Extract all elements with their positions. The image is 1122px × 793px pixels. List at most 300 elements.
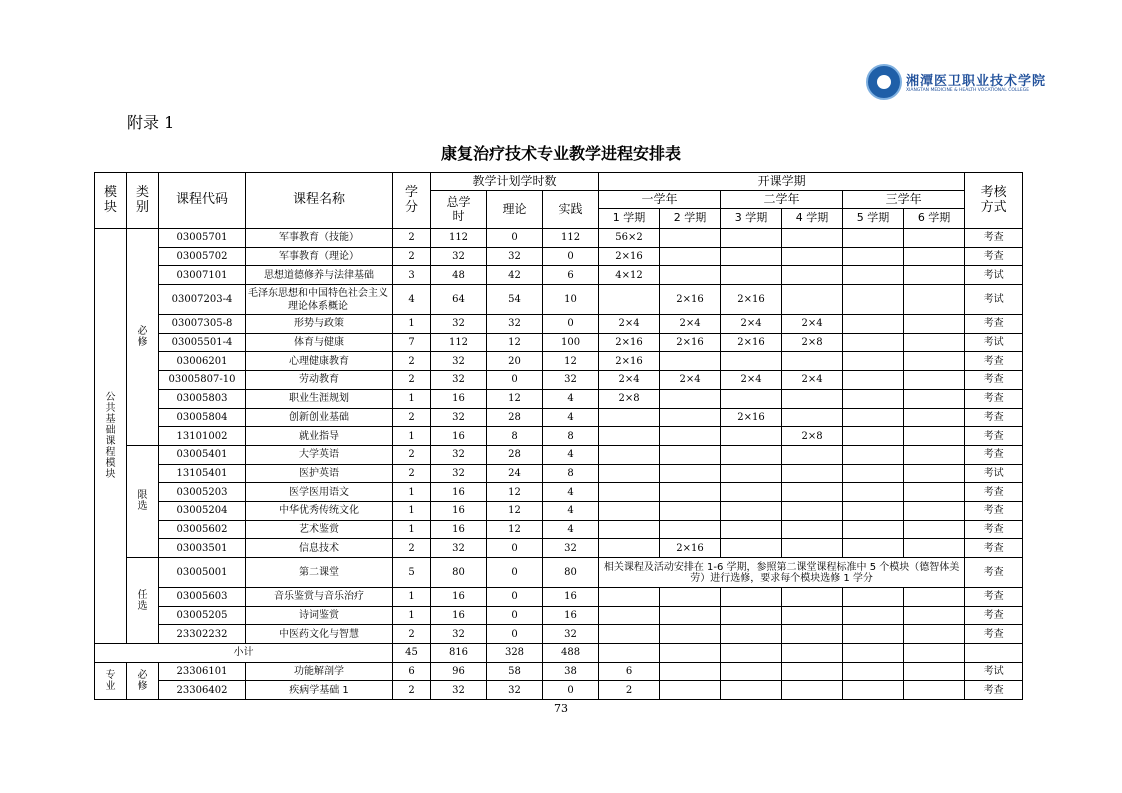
course-code: 03007101 — [159, 266, 246, 285]
course-credit: 1 — [393, 501, 431, 520]
semester-2-hours — [660, 662, 721, 681]
course-code: 03005702 — [159, 247, 246, 266]
course-total-hours: 32 — [431, 315, 487, 334]
header-term-1: 1 学期 — [599, 209, 660, 229]
semester-1-hours: 4×12 — [599, 266, 660, 285]
semester-3-hours — [721, 625, 782, 644]
semester-5-hours — [843, 520, 904, 539]
semester-3-hours — [721, 266, 782, 285]
semester-4-hours — [782, 681, 843, 700]
course-name: 军事教育（技能） — [246, 229, 393, 248]
header-term-2: 2 学期 — [660, 209, 721, 229]
course-theory-hours: 54 — [487, 285, 543, 315]
course-exam-method: 考查 — [965, 371, 1023, 390]
table-row — [95, 520, 1023, 539]
semester-3-hours — [721, 389, 782, 408]
course-practice-hours: 0 — [543, 247, 599, 266]
semester-3-hours: 2×4 — [721, 315, 782, 334]
course-total-hours: 32 — [431, 625, 487, 644]
semester-1-hours — [599, 625, 660, 644]
semester-2-hours — [660, 247, 721, 266]
course-credit: 1 — [393, 389, 431, 408]
subtotal-empty-cell — [965, 644, 1023, 663]
semester-2-hours — [660, 625, 721, 644]
course-exam-method: 考查 — [965, 427, 1023, 446]
course-theory-hours: 24 — [487, 464, 543, 483]
table-row — [95, 352, 1023, 371]
course-exam-method: 考试 — [965, 662, 1023, 681]
course-code: 03005603 — [159, 588, 246, 607]
course-name: 职业生涯规划 — [246, 389, 393, 408]
semester-4-hours — [782, 588, 843, 607]
semester-5-hours — [843, 445, 904, 464]
semester-2-hours: 2×16 — [660, 539, 721, 558]
semester-2-hours — [660, 606, 721, 625]
course-total-hours: 16 — [431, 588, 487, 607]
page-number: 73 — [554, 702, 568, 715]
course-exam-method: 考试 — [965, 464, 1023, 483]
semester-4-hours: 2×4 — [782, 371, 843, 390]
semester-5-hours — [843, 681, 904, 700]
header-term-3: 3 学期 — [721, 209, 782, 229]
course-practice-hours: 32 — [543, 625, 599, 644]
course-practice-hours: 38 — [543, 662, 599, 681]
course-theory-hours: 12 — [487, 483, 543, 502]
semester-6-hours — [904, 539, 965, 558]
semester-4-hours — [782, 520, 843, 539]
semester-4-hours — [782, 464, 843, 483]
course-theory-hours: 32 — [487, 315, 543, 334]
header-total-hours: 总学 时 — [431, 191, 487, 229]
course-credit: 5 — [393, 558, 431, 588]
course-name: 大学英语 — [246, 445, 393, 464]
header-category: 类 别 — [127, 173, 159, 229]
header-exam-method: 考核 方式 — [965, 173, 1023, 229]
course-credit: 2 — [393, 352, 431, 371]
semester-5-hours — [843, 662, 904, 681]
table-row — [95, 681, 1023, 700]
semester-6-hours — [904, 352, 965, 371]
course-exam-method: 考查 — [965, 558, 1023, 588]
course-practice-hours: 16 — [543, 588, 599, 607]
course-total-hours: 112 — [431, 229, 487, 248]
header-year-1: 一学年 — [599, 191, 721, 209]
course-theory-hours: 32 — [487, 681, 543, 700]
course-practice-hours: 0 — [543, 681, 599, 700]
course-exam-method: 考查 — [965, 483, 1023, 502]
semester-1-hours — [599, 483, 660, 502]
course-theory-hours: 28 — [487, 445, 543, 464]
course-name: 第二课堂 — [246, 558, 393, 588]
semester-5-hours — [843, 588, 904, 607]
course-credit: 1 — [393, 520, 431, 539]
semester-1-hours — [599, 501, 660, 520]
semester-1-hours — [599, 408, 660, 427]
subtotal-empty-cell — [721, 644, 782, 663]
semester-3-hours — [721, 588, 782, 607]
course-theory-hours: 42 — [487, 266, 543, 285]
semester-3-hours — [721, 352, 782, 371]
table-row — [95, 266, 1023, 285]
course-name: 劳动教育 — [246, 371, 393, 390]
course-exam-method: 考试 — [965, 266, 1023, 285]
course-credit: 7 — [393, 333, 431, 352]
header-credit: 学 分 — [393, 173, 431, 229]
course-theory-hours: 58 — [487, 662, 543, 681]
category-professional-required: 必 修 — [127, 662, 159, 699]
course-practice-hours: 100 — [543, 333, 599, 352]
header-year-2: 二学年 — [721, 191, 843, 209]
semester-1-hours — [599, 464, 660, 483]
course-practice-hours: 8 — [543, 427, 599, 446]
semester-4-hours: 2×8 — [782, 427, 843, 446]
course-total-hours: 32 — [431, 445, 487, 464]
course-credit: 2 — [393, 539, 431, 558]
course-credit: 2 — [393, 681, 431, 700]
semester-6-hours — [904, 333, 965, 352]
semester-3-hours: 2×4 — [721, 371, 782, 390]
semester-5-hours — [843, 285, 904, 315]
semester-4-hours — [782, 285, 843, 315]
header-course-code: 课程代码 — [159, 173, 246, 229]
course-credit: 3 — [393, 266, 431, 285]
course-practice-hours: 4 — [543, 389, 599, 408]
course-total-hours: 16 — [431, 483, 487, 502]
semester-1-hours — [599, 427, 660, 446]
course-name: 军事教育（理论） — [246, 247, 393, 266]
semester-6-hours — [904, 427, 965, 446]
course-theory-hours: 0 — [487, 588, 543, 607]
course-practice-hours: 4 — [543, 483, 599, 502]
table-row — [95, 662, 1023, 681]
course-practice-hours: 4 — [543, 520, 599, 539]
course-exam-method: 考查 — [965, 539, 1023, 558]
semester-4-hours: 2×8 — [782, 333, 843, 352]
course-total-hours: 48 — [431, 266, 487, 285]
course-theory-hours: 8 — [487, 427, 543, 446]
course-exam-method: 考查 — [965, 352, 1023, 371]
semester-6-hours — [904, 315, 965, 334]
course-total-hours: 16 — [431, 520, 487, 539]
course-code: 03005203 — [159, 483, 246, 502]
header-term-6: 6 学期 — [904, 209, 965, 229]
course-theory-hours: 0 — [487, 625, 543, 644]
course-code: 13105401 — [159, 464, 246, 483]
course-code: 03005205 — [159, 606, 246, 625]
course-credit: 2 — [393, 371, 431, 390]
semester-4-hours — [782, 445, 843, 464]
semester-2-hours — [660, 389, 721, 408]
semester-3-hours — [721, 606, 782, 625]
schedule-table — [94, 172, 1023, 700]
header-semester-group: 开课学期 — [599, 173, 965, 191]
semester-1-hours — [599, 606, 660, 625]
semester-4-hours — [782, 625, 843, 644]
table-row — [95, 389, 1023, 408]
semester-1-hours: 2×4 — [599, 315, 660, 334]
table-row — [95, 464, 1023, 483]
subtotal-empty-cell — [904, 644, 965, 663]
semester-5-hours — [843, 408, 904, 427]
semester-5-hours — [843, 606, 904, 625]
course-credit: 2 — [393, 464, 431, 483]
subtotal-label: 小计 — [95, 644, 393, 663]
semester-4-hours — [782, 606, 843, 625]
course-credit: 1 — [393, 315, 431, 334]
course-practice-hours: 4 — [543, 408, 599, 427]
semester-2-hours — [660, 408, 721, 427]
course-theory-hours: 0 — [487, 606, 543, 625]
subtotal-credit: 45 — [393, 644, 431, 663]
semester-1-hours — [599, 588, 660, 607]
table-row — [95, 408, 1023, 427]
course-total-hours: 32 — [431, 247, 487, 266]
course-exam-method: 考查 — [965, 229, 1023, 248]
semester-6-hours — [904, 483, 965, 502]
semester-3-hours — [721, 681, 782, 700]
category-optional-elective: 任 选 — [127, 558, 159, 644]
course-exam-method: 考试 — [965, 285, 1023, 315]
course-theory-hours: 12 — [487, 520, 543, 539]
course-code: 03005803 — [159, 389, 246, 408]
semester-5-hours — [843, 229, 904, 248]
semester-1-hours: 2×8 — [599, 389, 660, 408]
course-exam-method: 考查 — [965, 520, 1023, 539]
course-code: 13101002 — [159, 427, 246, 446]
course-practice-hours: 16 — [543, 606, 599, 625]
semester-1-hours: 6 — [599, 662, 660, 681]
module-public-basic: 公 共 基 础 课 程 模 块 — [95, 229, 127, 644]
semester-2-hours: 2×16 — [660, 285, 721, 315]
course-credit: 6 — [393, 662, 431, 681]
semester-5-hours — [843, 389, 904, 408]
course-practice-hours: 32 — [543, 539, 599, 558]
semester-3-hours: 2×16 — [721, 333, 782, 352]
course-exam-method: 考查 — [965, 247, 1023, 266]
semester-4-hours — [782, 483, 843, 502]
table-row — [95, 315, 1023, 334]
semester-5-hours — [843, 266, 904, 285]
course-total-hours: 64 — [431, 285, 487, 315]
course-credit: 1 — [393, 483, 431, 502]
subtotal-row — [95, 644, 1023, 663]
college-seal-icon — [866, 64, 902, 100]
course-name: 就业指导 — [246, 427, 393, 446]
semester-5-hours — [843, 464, 904, 483]
course-exam-method: 考查 — [965, 315, 1023, 334]
subtotal-total: 816 — [431, 644, 487, 663]
semester-6-hours — [904, 606, 965, 625]
semester-1-hours: 2×16 — [599, 333, 660, 352]
semester-4-hours — [782, 247, 843, 266]
semester-6-hours — [904, 408, 965, 427]
course-practice-hours: 10 — [543, 285, 599, 315]
course-practice-hours: 80 — [543, 558, 599, 588]
appendix-label: 附录 1 — [127, 113, 175, 132]
header-theory-hours: 理论 — [487, 191, 543, 229]
course-name: 创新创业基础 — [246, 408, 393, 427]
course-name: 思想道德修养与法律基础 — [246, 266, 393, 285]
course-code: 03005804 — [159, 408, 246, 427]
semester-6-hours — [904, 501, 965, 520]
course-practice-hours: 32 — [543, 371, 599, 390]
course-total-hours: 16 — [431, 427, 487, 446]
table-row — [95, 285, 1023, 315]
semester-6-hours — [904, 371, 965, 390]
semester-3-hours — [721, 427, 782, 446]
document-title: 康复治疗技术专业教学进程安排表 — [440, 144, 681, 163]
subtotal-empty-cell — [843, 644, 904, 663]
category-required: 必 修 — [127, 229, 159, 446]
semester-note: 相关课程及活动安排在 1-6 学期，参照第二课堂课程标准中 5 个模块（德智体美劳）进行选修，要求每个模块选修 1 学分 — [599, 558, 965, 588]
course-total-hours: 112 — [431, 333, 487, 352]
course-name: 疾病学基础 1 — [246, 681, 393, 700]
semester-2-hours — [660, 520, 721, 539]
table-row — [95, 625, 1023, 644]
course-code: 03005807-10 — [159, 371, 246, 390]
semester-1-hours: 2×16 — [599, 352, 660, 371]
course-theory-hours: 0 — [487, 539, 543, 558]
course-practice-hours: 4 — [543, 445, 599, 464]
course-theory-hours: 0 — [487, 558, 543, 588]
header-course-name: 课程名称 — [246, 173, 393, 229]
semester-5-hours — [843, 483, 904, 502]
course-practice-hours: 6 — [543, 266, 599, 285]
course-total-hours: 96 — [431, 662, 487, 681]
course-theory-hours: 12 — [487, 501, 543, 520]
course-total-hours: 16 — [431, 606, 487, 625]
course-name: 中华优秀传统文化 — [246, 501, 393, 520]
semester-2-hours — [660, 427, 721, 446]
course-credit: 2 — [393, 247, 431, 266]
semester-6-hours — [904, 389, 965, 408]
course-exam-method: 考查 — [965, 681, 1023, 700]
semester-1-hours — [599, 520, 660, 539]
course-credit: 2 — [393, 229, 431, 248]
semester-2-hours — [660, 266, 721, 285]
semester-2-hours — [660, 681, 721, 700]
course-name: 功能解剖学 — [246, 662, 393, 681]
course-exam-method: 考查 — [965, 588, 1023, 607]
course-credit: 1 — [393, 427, 431, 446]
header-term-4: 4 学期 — [782, 209, 843, 229]
course-code: 03005204 — [159, 501, 246, 520]
semester-5-hours — [843, 352, 904, 371]
course-code: 03005401 — [159, 445, 246, 464]
semester-3-hours — [721, 539, 782, 558]
college-logo — [866, 64, 1047, 104]
course-name: 体育与健康 — [246, 333, 393, 352]
semester-6-hours — [904, 681, 965, 700]
course-theory-hours: 12 — [487, 389, 543, 408]
course-credit: 2 — [393, 445, 431, 464]
semester-5-hours — [843, 333, 904, 352]
semester-3-hours — [721, 483, 782, 502]
course-theory-hours: 20 — [487, 352, 543, 371]
course-credit: 2 — [393, 408, 431, 427]
semester-1-hours — [599, 445, 660, 464]
semester-2-hours — [660, 464, 721, 483]
semester-3-hours — [721, 229, 782, 248]
semester-1-hours — [599, 539, 660, 558]
semester-5-hours — [843, 427, 904, 446]
course-code: 03007203-4 — [159, 285, 246, 315]
semester-2-hours — [660, 483, 721, 502]
course-total-hours: 32 — [431, 464, 487, 483]
table-row — [95, 501, 1023, 520]
course-exam-method: 考查 — [965, 501, 1023, 520]
semester-2-hours — [660, 588, 721, 607]
course-code: 03006201 — [159, 352, 246, 371]
course-practice-hours: 12 — [543, 352, 599, 371]
subtotal-theory: 328 — [487, 644, 543, 663]
course-name: 艺术鉴赏 — [246, 520, 393, 539]
semester-5-hours — [843, 501, 904, 520]
course-exam-method: 考试 — [965, 333, 1023, 352]
semester-4-hours: 2×4 — [782, 315, 843, 334]
table-row — [95, 229, 1023, 248]
semester-5-hours — [843, 625, 904, 644]
subtotal-empty-cell — [599, 644, 660, 663]
semester-3-hours — [721, 662, 782, 681]
semester-6-hours — [904, 625, 965, 644]
course-practice-hours: 112 — [543, 229, 599, 248]
course-code: 03005602 — [159, 520, 246, 539]
semester-3-hours: 2×16 — [721, 408, 782, 427]
semester-5-hours — [843, 247, 904, 266]
course-total-hours: 32 — [431, 408, 487, 427]
table-row — [95, 333, 1023, 352]
course-name: 音乐鉴赏与音乐治疗 — [246, 588, 393, 607]
table-row — [95, 427, 1023, 446]
table-row — [95, 483, 1023, 502]
semester-6-hours — [904, 445, 965, 464]
semester-3-hours — [721, 501, 782, 520]
subtotal-practice: 488 — [543, 644, 599, 663]
course-code: 03003501 — [159, 539, 246, 558]
semester-2-hours — [660, 445, 721, 464]
semester-4-hours — [782, 389, 843, 408]
course-theory-hours: 0 — [487, 229, 543, 248]
course-code: 23306101 — [159, 662, 246, 681]
semester-6-hours — [904, 662, 965, 681]
course-theory-hours: 0 — [487, 371, 543, 390]
table-row — [95, 445, 1023, 464]
course-total-hours: 32 — [431, 539, 487, 558]
semester-2-hours — [660, 352, 721, 371]
table-row — [95, 606, 1023, 625]
semester-6-hours — [904, 464, 965, 483]
semester-6-hours — [904, 247, 965, 266]
course-code: 23302232 — [159, 625, 246, 644]
semester-1-hours: 2 — [599, 681, 660, 700]
category-limited-elective: 限 选 — [127, 445, 159, 557]
course-credit: 2 — [393, 625, 431, 644]
course-practice-hours: 0 — [543, 315, 599, 334]
table-row — [95, 588, 1023, 607]
semester-6-hours — [904, 229, 965, 248]
course-code: 03005701 — [159, 229, 246, 248]
semester-5-hours — [843, 315, 904, 334]
semester-4-hours — [782, 501, 843, 520]
semester-2-hours — [660, 229, 721, 248]
course-credit: 4 — [393, 285, 431, 315]
course-name: 心理健康教育 — [246, 352, 393, 371]
semester-2-hours: 2×4 — [660, 371, 721, 390]
subtotal-empty-cell — [660, 644, 721, 663]
semester-4-hours — [782, 408, 843, 427]
course-theory-hours: 32 — [487, 247, 543, 266]
